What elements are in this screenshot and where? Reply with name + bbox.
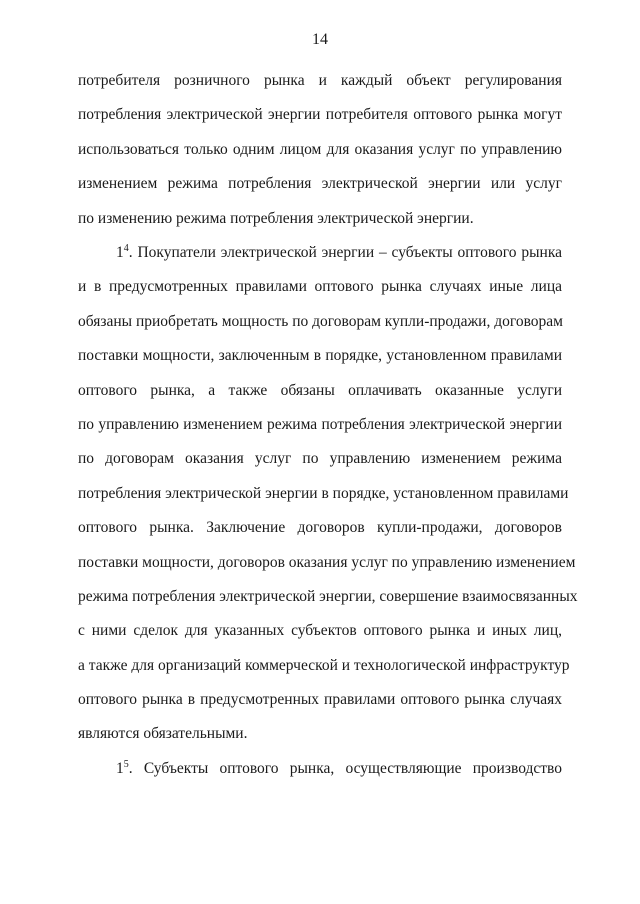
text-line: и в предусмотренных правилами оптового рынка случаях иные лица <box>78 278 562 296</box>
text-line: поставки мощности, договоров оказания услуг по управлению изменением <box>78 553 576 571</box>
paragraph-first-line <box>78 752 562 786</box>
paragraph-first-line <box>78 236 562 270</box>
text-line: обязаны приобретать мощность по договорам купли-продажи, договорам <box>78 312 563 330</box>
text-line: использоваться только одним лицом для оказания услуг по управлению <box>78 140 562 158</box>
text-line: по управлению изменением режима потребления электрической энергии <box>78 415 562 433</box>
text-line: потребления электрической энергии в порядке, установленном правилами <box>78 484 569 502</box>
text-line: изменением режима потребления электрической энергии или услуг <box>78 175 562 193</box>
clause-text: . Покупатели электрической энергии – субъекты оптового рынка <box>128 244 562 261</box>
clause-number: 1 <box>116 760 124 777</box>
text-line: а также для организаций коммерческой и технологической инфраструктур <box>78 656 570 674</box>
text-line: оптового рынка. Заключение договоров купли-продажи, договоров <box>78 519 562 537</box>
paragraph-continued <box>78 64 562 236</box>
text-line: являются обязательными. <box>78 725 248 743</box>
text-line: потребителя розничного рынка и каждый объект регулирования <box>78 72 562 89</box>
clause-number: 1 <box>116 244 124 261</box>
text-line: поставки мощности, заключенным в порядке, установленном правилами <box>78 347 562 365</box>
text-line: оптового рынка, а также обязаны оплачивать оказанные услуги <box>78 381 562 399</box>
text-line: с ними сделок для указанных субъектов оптового рынка и иных лиц, <box>78 622 562 640</box>
text-line: потребления электрической энергии потребителя оптового рынка могут <box>78 106 562 124</box>
paragraph-1-5 <box>78 752 562 786</box>
page-number: 14 <box>312 31 328 48</box>
clause-superscript: 4 <box>123 243 129 254</box>
clause-superscript: 5 <box>123 759 129 770</box>
text-line: режима потребления электрической энергии, совершение взаимосвязанных <box>78 587 578 605</box>
text-line: оптового рынка в предусмотренных правилами оптового рынка случаях <box>78 691 562 709</box>
text-line: по договорам оказания услуг по управлению изменением режима <box>78 450 562 468</box>
paragraph-1-4 <box>78 236 578 752</box>
text-line: по изменению режима потребления электрической энергии. <box>78 209 474 227</box>
clause-text: . Субъекты оптового рынка, осуществляющие производство <box>128 760 562 777</box>
